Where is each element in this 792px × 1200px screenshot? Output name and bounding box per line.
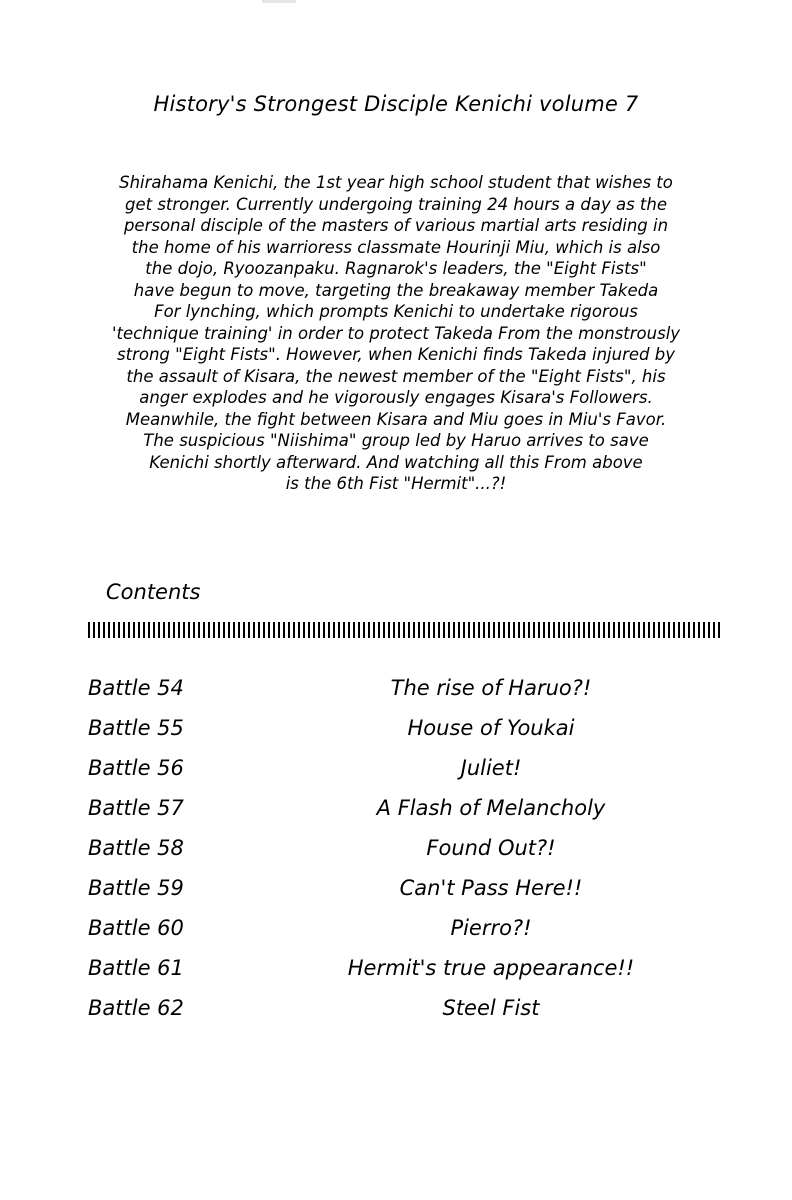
contents-divider [88, 622, 720, 638]
page-title: History's Strongest Disciple Kenichi volume 7 [153, 92, 639, 116]
toc-row [0, 912, 792, 952]
chapter-title: A Flash of Melancholy [376, 796, 606, 820]
synopsis-line: get stronger. Currently undergoing training 24 hours a day as the [124, 194, 668, 214]
chapter-title: Can't Pass Here!! [399, 876, 583, 900]
synopsis-line: anger explodes and he vigorously engages Kisara's Followers. [139, 388, 653, 407]
chapter-title: The rise of Haruo?! [390, 676, 592, 700]
chapter-number: Battle 59 [88, 876, 184, 900]
synopsis-line: the home of his warrioress classmate Hourinji Miu, which is also [131, 237, 661, 257]
chapter-title: Steel Fist [442, 996, 540, 1020]
chapter-title: Pierro?! [450, 916, 532, 940]
synopsis-line: the dojo, Ryoozanpaku. Ragnarok's leaders, the "Eight Fists" [145, 259, 647, 278]
chapter-number: Battle 56 [88, 756, 184, 780]
chapter-title: Hermit's true appearance!! [347, 956, 635, 980]
chapter-title: House of Youkai [407, 716, 575, 740]
toc-row [0, 872, 792, 912]
chapter-number: Battle 61 [88, 956, 184, 980]
synopsis [60, 172, 732, 495]
toc-row [0, 952, 792, 992]
synopsis-line: Kenichi shortly afterward. And watching all this From above [149, 452, 643, 472]
toc-row [0, 712, 792, 752]
toc-row [0, 752, 792, 792]
scan-mark [262, 0, 296, 3]
synopsis-line: 'technique training' in order to protect Takeda From the monstrously [111, 323, 681, 343]
toc-row [0, 992, 792, 1032]
chapter-number: Battle 60 [88, 916, 184, 940]
chapter-number: Battle 57 [88, 796, 184, 820]
toc-row [0, 672, 792, 712]
synopsis-line: have begun to move, targeting the breakaway member Takeda [133, 280, 659, 300]
toc-row [0, 792, 792, 832]
chapter-number: Battle 55 [88, 716, 184, 740]
synopsis-line: Meanwhile, the fight between Kisara and Miu goes in Miu's Favor. [125, 409, 667, 429]
chapter-number: Battle 54 [88, 676, 184, 700]
synopsis-line: the assault of Kisara, the newest member of the "Eight Fists", his [126, 366, 666, 386]
toc-row [0, 832, 792, 872]
synopsis-line: personal disciple of the masters of various martial arts residing in [123, 216, 669, 235]
contents-heading: Contents [106, 580, 201, 604]
synopsis-line: For lynching, which prompts Kenichi to undertake rigorous [154, 302, 638, 321]
synopsis-line: Shirahama Kenichi, the 1st year high school student that wishes to [119, 173, 673, 192]
chapter-number: Battle 58 [88, 836, 184, 860]
chapter-title: Juliet! [460, 756, 522, 780]
chapter-number: Battle 62 [88, 996, 184, 1020]
synopsis-line: The suspicious "Niishima" group led by Haruo arrives to save [143, 431, 649, 450]
synopsis-line: strong "Eight Fists". However, when Kenichi finds Takeda injured by [117, 345, 675, 364]
synopsis-line: is the 6th Fist "Hermit"...?! [285, 474, 507, 493]
chapter-title: Found Out?! [426, 836, 556, 860]
table-of-contents [0, 672, 792, 1032]
